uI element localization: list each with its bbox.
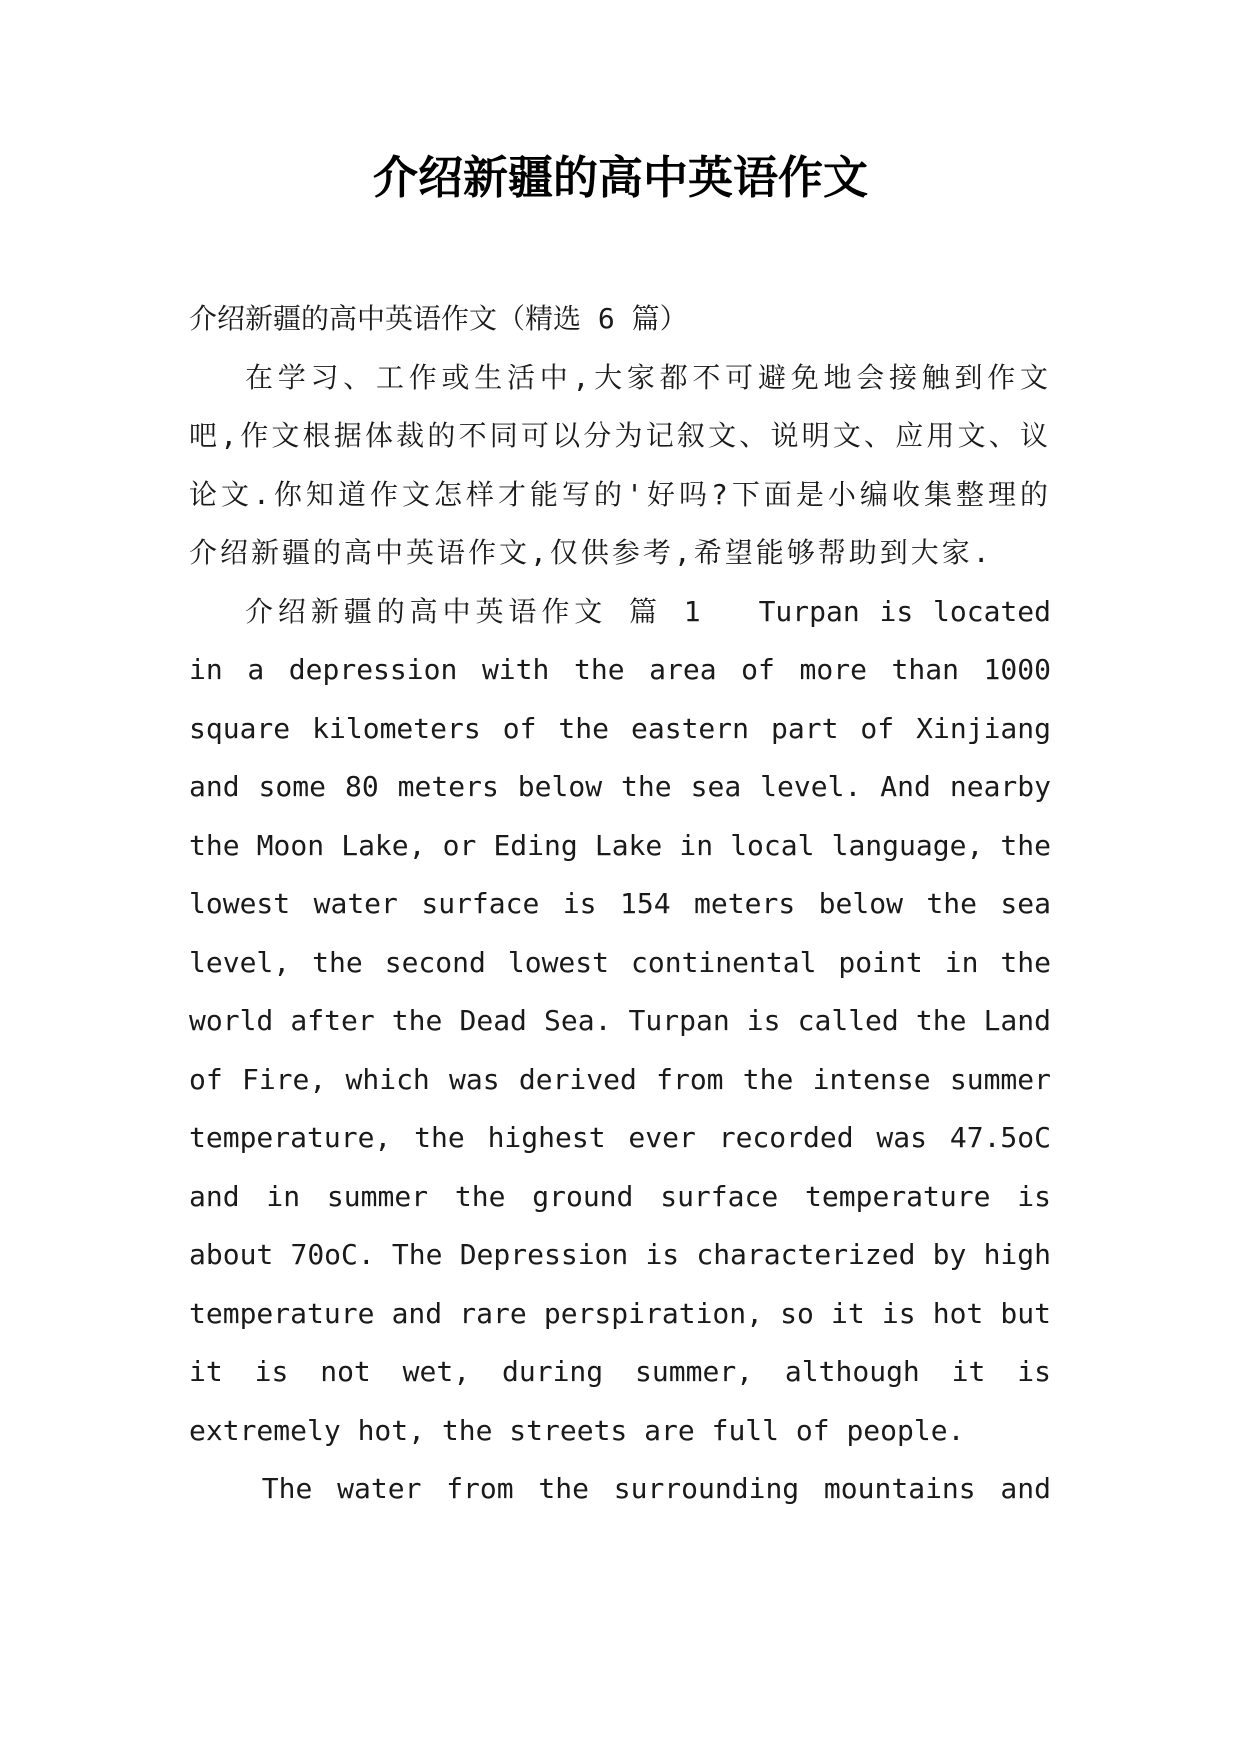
document-title: 介绍新疆的高中英语作文	[372, 151, 868, 204]
section-2-paragraph-start: The water from the surrounding mountains and	[261, 1472, 1051, 1505]
document-body	[189, 290, 1051, 1519]
document-subtitle: 介绍新疆的高中英语作文（精选 6 篇）	[189, 302, 688, 335]
section-1-text: Turpan is located in a depression with the area of more than 1000 square kilometers of the eastern part of Xinjiang and some 80 meters below the sea level. And nearby the Moon Lake, or Eding Lake in local language, the lowest water surface is 154 meters below the sea level, the second lowest continental point in the world after the Dead Sea. Turpan is called the Land of Fire, which was derived from the intense summer temperature, the highest ever recorded was 47.5oC and in summer the ground surface temperature is about 70oC. The Depression is characterized by high temperature and rare perspiration, so it is hot but it is not wet, during summer, although it is extremely hot, the streets are full of people.	[189, 594, 1051, 1447]
section-1-heading: 介绍新疆的高中英语作文 篇 1	[245, 594, 703, 628]
section-1-paragraph	[189, 583, 1051, 1461]
intro-paragraph: 在学习、工作或生活中,大家都不可避免地会接触到作文吧,作文根据体裁的不同可以分为记叙文、说明文、应用文、议论文.你知道作文怎样才能写的'好吗?下面是小编收集整理的介绍新疆的高中英语作文,仅供参考,希望能够帮助到大家.	[189, 360, 1051, 569]
